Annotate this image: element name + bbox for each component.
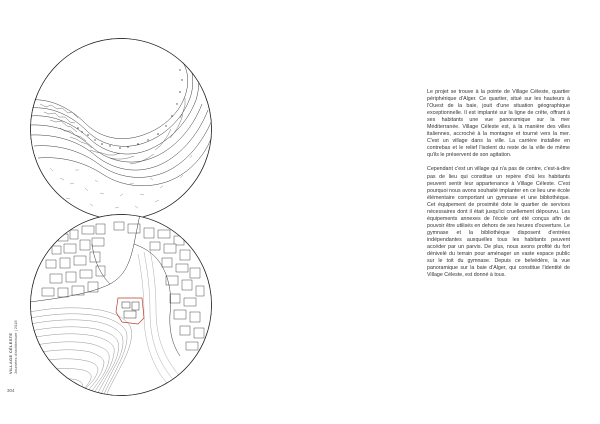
vertical-caption <box>8 274 24 374</box>
bay-topographic-map <box>30 38 212 220</box>
page-number: 304 <box>7 388 15 393</box>
site-plan-map <box>30 214 212 396</box>
paragraph-2: Cependant c'est un village qui n'a pas de centre, c'est-à-dire pas de lieu qui constitue un repère d'où les habitants peuvent sentir leur appartenance à Village Céleste. C'est pourquoi nous avons souhaité implanter en ce lieu une école élémentaire comportant un gymnase et une bibliothèque. Cet équipement de proximité dote le quartier de services nécessaires dont il était jusqu'ici cruellement dépourvu. Les équipements annexes de l'école ont été conçus afin de pouvoir être utilisés en dehors de ses heures d'ouverture. Le gymnase et la bibliothèque disposent d'entrées indépendantes auxquelles tous les habitants peuvent accéder par un parvis. De plus, nous avons profité du fort dénivelé du terrain pour aménager un vaste espace public sur le toit du gymnase. Depuis ce belvédère, la vue panoramique sur la baie d'Alger, qui constitue l'identité de Village Céleste, est donné à tous. <box>427 166 570 279</box>
caption-title: VILLAGE CÉLESTE <box>8 332 13 374</box>
body-text-column <box>427 89 570 286</box>
paragraph-1: Le projet se trouve à la pointe de Village Céleste, quartier périphérique d'Alger. Ce quartier, situé sur les hauteurs à l'Ouest de la baie, jouit d'une situation géographique exceptionnelle. Il est implanté sur la ligne de crête, offrant à ses habitants une vue panoramique sur la mer Méditerranée. Village Céleste est, à la manière des villes italiennes, accroché à la montagne et tourné vers la mer. C'est un village dans la ville. La carrière installée en contrebas et le relief l'isolent du reste de la ville de même qu'ils le préservent de son agitation. <box>427 89 570 159</box>
site-plan-drawing <box>30 214 212 396</box>
caption-subtitle: Journées d'architecture | 2018 <box>13 320 18 374</box>
bay-map-drawing <box>30 38 212 220</box>
